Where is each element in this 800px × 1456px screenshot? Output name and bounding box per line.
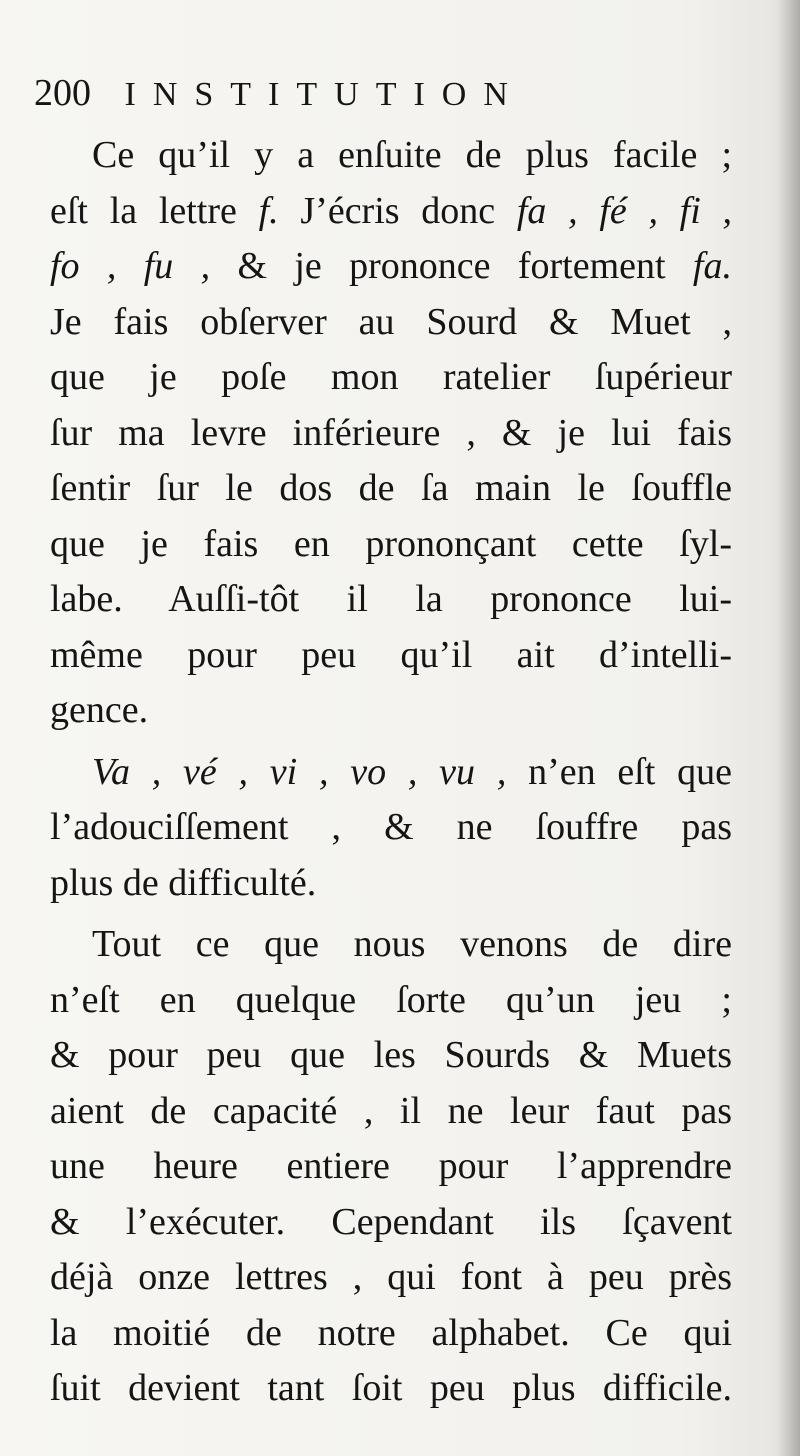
text-span: aient de capacité , il ne leur faut pas	[50, 1089, 732, 1132]
text-line	[50, 917, 732, 973]
italic-text: fa , fé , fi ,	[516, 189, 732, 232]
text-span: la moitié de notre alphabet. Ce qui	[50, 1311, 732, 1354]
text-span: labe. Auſſi-tôt il la prononce lui-	[50, 578, 732, 620]
text-span: Ce qu’il y a enſuite de plus facile ;	[92, 134, 732, 176]
text-line	[50, 1028, 732, 1084]
text-line	[50, 461, 732, 517]
text-span: & pour peu que les Sourds & Muets	[50, 1034, 732, 1076]
gutter-shadow	[778, 0, 800, 1456]
text-span: une heure entiere pour l’apprendre	[50, 1145, 732, 1187]
text-line	[50, 406, 732, 462]
text-span: même pour peu qu’il ait d’intelli-	[50, 633, 732, 676]
text-line	[50, 800, 732, 856]
italic-text: fo , fu ,	[50, 245, 211, 287]
text-line	[50, 517, 732, 573]
italic-text: f.	[258, 189, 279, 232]
text-span: & je prononce fortement	[210, 245, 693, 287]
body-text	[50, 128, 732, 1417]
text-line	[50, 1195, 732, 1251]
text-span: J’écris donc	[278, 189, 517, 232]
text-span: Je fais obſerver au Sourd & Muet ,	[50, 300, 732, 343]
text-line	[50, 1139, 732, 1195]
text-span: ſur ma levre inférieure , & je lui fais	[50, 411, 732, 454]
page-header	[34, 68, 734, 118]
text-span: que je poſe mon ratelier ſupérieur	[50, 356, 732, 398]
text-line	[50, 683, 732, 739]
text-line	[50, 184, 732, 240]
text-line	[50, 295, 732, 351]
text-span: plus de difficulté.	[50, 861, 317, 904]
text-span: Tout ce que nous venons de dire	[92, 923, 732, 965]
text-span: déjà onze lettres , qui font à peu près	[50, 1256, 732, 1298]
italic-text: Va , vé , vi , vo , vu ,	[92, 750, 507, 793]
text-line	[50, 572, 732, 628]
text-line	[50, 239, 732, 295]
text-line	[50, 128, 732, 184]
text-span: ſuit devient tant ſoit peu plus difficile.	[50, 1367, 732, 1409]
text-span: l’adouciſſement , & ne ſouffre pas	[50, 806, 732, 848]
page-number: 200	[34, 72, 91, 114]
text-line	[50, 856, 732, 912]
text-span: ſentir ſur le dos de ſa main le ſouffle	[50, 467, 732, 509]
text-line	[50, 628, 732, 684]
text-span: n’eſt en quelque ſorte qu’un jeu ;	[50, 978, 732, 1021]
text-line	[50, 1250, 732, 1306]
text-span: & l’exécuter. Cependant ils ſçavent	[50, 1200, 732, 1243]
text-span: eſt la lettre	[50, 189, 259, 232]
text-line	[50, 973, 732, 1029]
paragraph	[50, 745, 732, 912]
text-span: n’en eſt que	[506, 750, 733, 793]
text-span: gence.	[50, 689, 149, 731]
text-line	[50, 350, 732, 406]
paragraph	[50, 917, 732, 1417]
text-line	[50, 1361, 732, 1417]
text-line	[50, 1306, 732, 1362]
italic-text: fa.	[692, 245, 732, 287]
text-span: que je fais en prononçant cette ſyl-	[50, 522, 732, 565]
text-line	[50, 745, 732, 801]
text-line	[50, 1084, 732, 1140]
paragraph	[50, 128, 732, 739]
running-title: INSTITUTION	[124, 76, 525, 113]
